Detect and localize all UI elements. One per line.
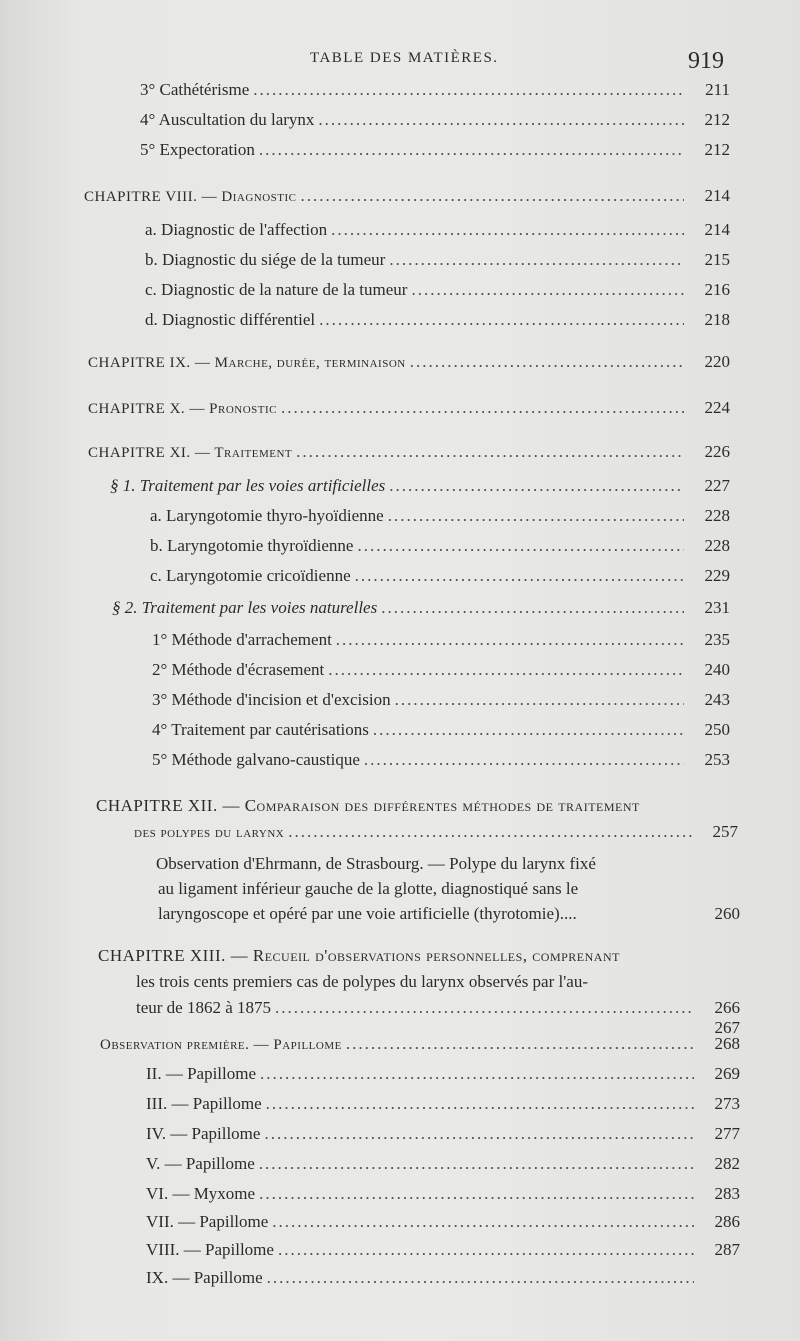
toc-observation: VI. — Myxome ..... 283 (146, 1184, 740, 1204)
toc-entry: c. Laryngotomie cricoïdienne ..... 229 (150, 566, 730, 586)
toc-observation: VIII. — Papillome ..... 287 (146, 1240, 740, 1260)
toc-observation: IX. — Papillome ..... (146, 1268, 740, 1288)
toc-section: § 2. Traitement par les voies naturelles ..... 231 (112, 598, 730, 618)
toc-entry: teur de 1862 à 1875 ..... 266 (136, 998, 740, 1018)
toc-chapter: CHAPITRE XI. — Traitement ..... 226 (88, 442, 730, 462)
page-header (0, 46, 800, 76)
page-ref: 267 (714, 1018, 740, 1037)
toc-observation: II. — Papillome ..... 269 (146, 1064, 740, 1084)
toc-entry: 2° Méthode d'écrasement ..... 240 (152, 660, 730, 680)
toc-chapter-line: les trois cents premiers cas de polypes du larynx observés par l'au- (136, 972, 589, 991)
toc-entry: 3° Cathétérisme ..... 211 (140, 80, 730, 100)
toc-entry: laryngoscope et opéré par une voie artificielle (thyrotomie).... 260 (158, 904, 740, 923)
toc-entry: a. Diagnostic de l'affection ..... 214 (145, 220, 730, 240)
toc-observation-line: Observation d'Ehrmann, de Strasbourg. — Polype du larynx fixé (156, 854, 596, 873)
page-number: 919 (688, 48, 724, 74)
toc-entry: 3° Méthode d'incision et d'excision ..... 243 (152, 690, 730, 710)
toc-observation-line: au ligament inférieur gauche de la glotte, diagnostiqué sans le (158, 879, 579, 898)
toc-chapter: CHAPITRE X. — Pronostic ..... 224 (88, 398, 730, 418)
toc-chapter-heading: CHAPITRE XII. — Comparaison des différentes méthodes de traitement (96, 796, 640, 815)
toc-entry: b. Diagnostic du siége de la tumeur ..... 215 (145, 250, 730, 270)
toc-observation: V. — Papillome ..... 282 (146, 1154, 740, 1174)
toc-chapter-heading: CHAPITRE XIII. — Recueil d'observations personnelles, comprenant (98, 946, 620, 965)
toc-section: § 1. Traitement par les voies artificielles ..... 227 (110, 476, 730, 496)
toc-entry: d. Diagnostic différentiel ..... 218 (145, 310, 730, 330)
toc-entry: 4° Auscultation du larynx ..... 212 (140, 110, 730, 130)
toc-chapter: CHAPITRE VIII. — Diagnostic ..... 214 (84, 186, 730, 206)
toc-observation: VII. — Papillome ..... 286 (146, 1212, 740, 1232)
toc-chapter: CHAPITRE IX. — Marche, durée, terminaison ..... 220 (88, 352, 730, 372)
toc-entry: b. Laryngotomie thyroïdienne ..... 228 (150, 536, 730, 556)
toc-entry: 4° Traitement par cautérisations ..... 250 (152, 720, 730, 740)
toc-entry: a. Laryngotomie thyro-hyoïdienne ..... 228 (150, 506, 730, 526)
running-title: TABLE DES MATIÈRES. (310, 50, 499, 66)
toc-observation: III. — Papillome ..... 273 (146, 1094, 740, 1114)
toc-observation: IV. — Papillome ..... 277 (146, 1124, 740, 1144)
toc-entry: 1° Méthode d'arrachement ..... 235 (152, 630, 730, 650)
toc-entry: c. Diagnostic de la nature de la tumeur ..... 216 (145, 280, 730, 300)
toc-entry: 5° Expectoration ..... 212 (140, 140, 730, 160)
toc-entry: des polypes du larynx ..... 257 (134, 822, 738, 842)
toc-observation: Observation première. — Papillome ..... 268 (100, 1034, 740, 1054)
toc-entry: 5° Méthode galvano-caustique ..... 253 (152, 750, 730, 770)
